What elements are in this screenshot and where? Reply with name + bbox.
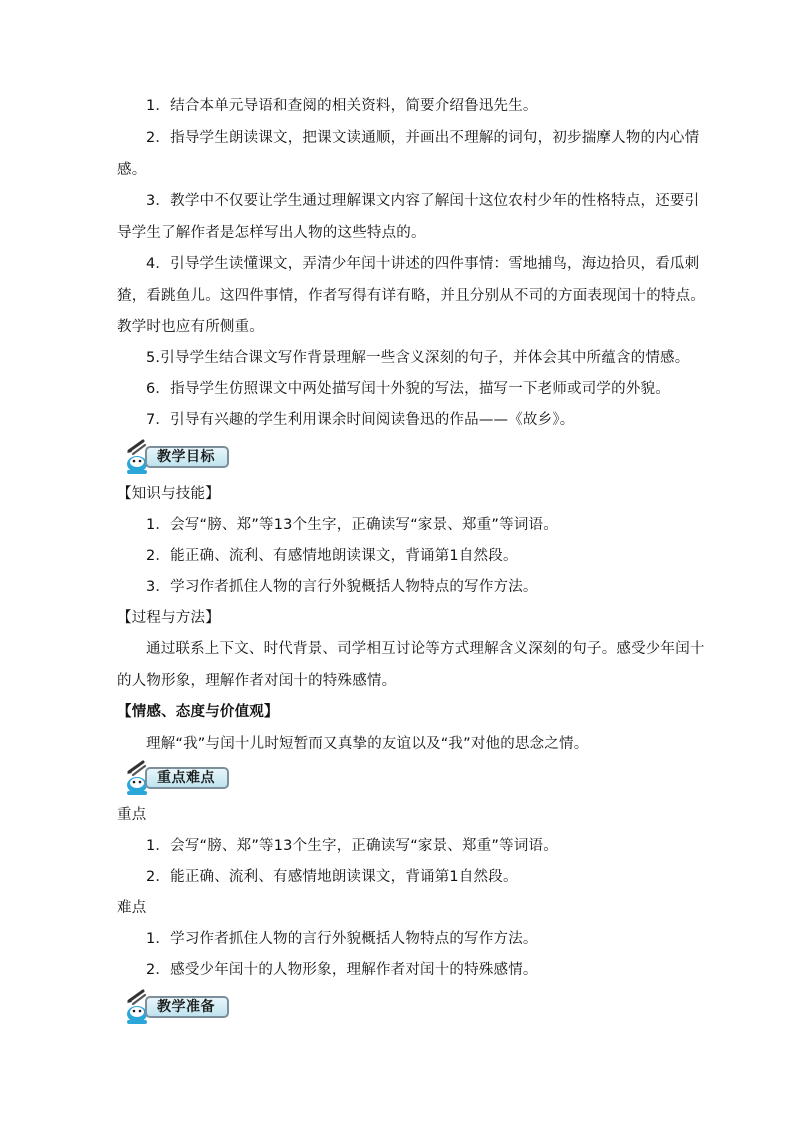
key-item-1: 1．会写“膀、郑”等13个生字，正确读写“家景、郑重”等词语。 — [146, 838, 558, 854]
key-item-2: 2．能正确、流利、有感情地朗读课文，背诵第1自然段。 — [146, 869, 518, 885]
emotion-text: 理解“我”与闰十儿时短暂而又真挚的友谊以及“我”对他的思念之情。 — [146, 736, 589, 752]
knowledge-heading: 【知识与技能】 — [117, 486, 220, 502]
process-text: 通过联系上下文、时代背景、司学相互讨论等方式理解含义深刻的句子。感受少年闰十的人物形象，理解作者对闰十的特殊感情。 — [117, 641, 705, 689]
intro-item-3: 3．教学中不仅要让学生通过理解课文内容了解闰十这位农村少年的性格特点，还要引导学生了解作者是怎样写出人物的这些特点的。 — [117, 193, 700, 241]
difficult-heading: 难点 — [117, 900, 147, 916]
knowledge-item-2: 2．能正确、流利、有感情地朗读课文，背诵第1自然段。 — [146, 548, 518, 564]
emotion-heading: 【情感、态度与价值观】 — [117, 704, 279, 720]
intro-item-6: 6．指导学生仿照课文中两处描写闰十外貌的写法，描写一下老师或司学的外貌。 — [146, 381, 670, 397]
badge-label: 教学准备 — [157, 999, 215, 1015]
badge-label: 教学目标 — [157, 449, 215, 465]
intro-item-5: 5.引导学生结合课文写作背景理解一些含义深刻的句子，并体会其中所蕴含的情感。 — [146, 350, 690, 366]
intro-item-7: 7．引导有兴趣的学生利用课余时间阅读鲁迅的作品——《故乡》。 — [146, 412, 575, 428]
knowledge-item-3: 3．学习作者抓住人物的言行外貌概括人物特点的写作方法。 — [146, 579, 538, 595]
difficult-item-1: 1．学习作者抓住人物的言行外貌概括人物特点的写作方法。 — [146, 931, 538, 947]
key-heading: 重点 — [117, 807, 147, 823]
section-badge-keypoints — [119, 758, 233, 798]
section-badge-prep — [119, 987, 233, 1027]
badge-label: 重点难点 — [157, 770, 215, 786]
intro-item-1: 1．结合本单元导语和查阅的相关资料，简要介绍鲁迅先生。 — [146, 98, 538, 114]
process-heading: 【过程与方法】 — [117, 610, 220, 626]
difficult-item-2: 2．感受少年闰十的人物形象，理解作者对闰十的特殊感情。 — [146, 962, 538, 978]
section-badge-goals — [119, 437, 233, 477]
knowledge-item-1: 1．会写“膀、郑”等13个生字，正确读写“家景、郑重”等词语。 — [146, 517, 558, 533]
intro-item-4: 4．引导学生读懂课文，弄清少年闰十讲述的四件事情：雪地捕鸟，海边拾贝，看瓜刺猹，看跳鱼儿。这四件事情，作者写得有详有略，并且分别从不司的方面表现闰十的特点。教学时也应有所侧重。 — [117, 256, 705, 335]
intro-item-2: 2．指导学生朗读课文，把课文读通顺，并画出不理解的词句，初步揣摩人物的内心情感。 — [117, 130, 700, 178]
